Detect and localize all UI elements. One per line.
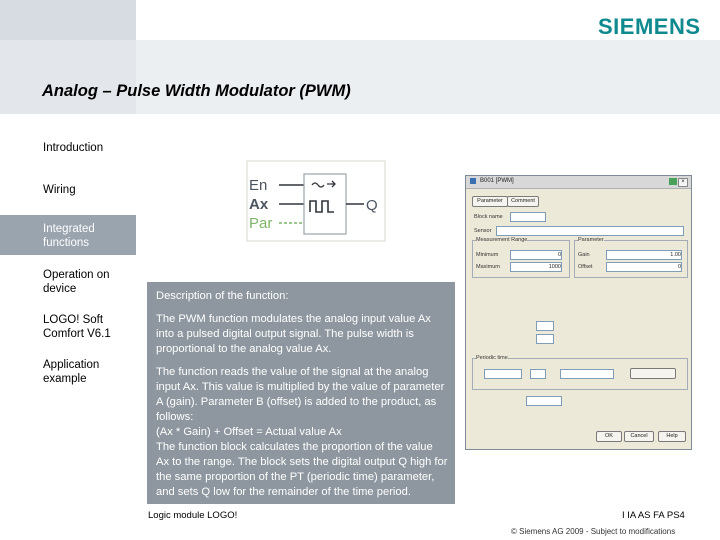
sidebar-item-introduction[interactable]	[0, 141, 136, 155]
time-base-select[interactable]	[560, 369, 614, 379]
title-band	[0, 40, 720, 114]
tab-parameter[interactable]: Parameter	[472, 196, 508, 207]
minimize-icon[interactable]	[669, 178, 677, 185]
sidebar-item-label: Introduction	[43, 142, 104, 154]
description-para2: The function reads the value of the signal at the analog input Ax. This value is multiplied by the value of parameter A (gain). Parameter B (offset) is added to the product, as follows:	[156, 366, 445, 423]
footer-copyright: © Siemens AG 2009 - Subject to modifications	[511, 527, 676, 536]
block-name-label: Block name	[474, 214, 503, 220]
ok-button[interactable]: OK	[596, 431, 622, 442]
output-q-label: Q	[366, 197, 378, 214]
description-formula: (Ax * Gain) + Offset = Actual value Ax	[156, 426, 342, 438]
input-en-label: En	[249, 177, 268, 194]
offset-label: Offset	[578, 264, 593, 270]
maximum-label: Maximum	[476, 264, 500, 270]
description-panel	[147, 282, 455, 504]
help-button[interactable]: Help	[658, 431, 686, 442]
footer-code: I IA AS FA PS4	[622, 510, 685, 521]
dialog-title: B001 [PWM]	[480, 178, 514, 184]
pwm-block-diagram	[246, 160, 386, 242]
sidebar-item-wiring[interactable]	[0, 183, 136, 197]
pwm-parameter-dialog	[465, 175, 692, 450]
decimal-field[interactable]	[526, 396, 562, 406]
footer-left-text: Logic module LOGO!	[148, 510, 238, 521]
sidebar-item-label: Application example	[43, 359, 100, 385]
time-unit-field[interactable]	[530, 369, 546, 379]
minimum-field[interactable]: 0	[510, 250, 562, 260]
reference-button[interactable]	[630, 368, 676, 379]
block-name-field[interactable]	[510, 212, 546, 222]
description-para1: The PWM function modulates the analog input value Ax into a pulsed digital output signal. The pulse width is proportional to the analog value Ax.	[156, 313, 431, 355]
offset-field[interactable]: 0	[606, 262, 682, 272]
periodic-time-field[interactable]	[484, 369, 522, 379]
app-icon	[470, 178, 476, 184]
upper-limit-field[interactable]	[536, 334, 554, 344]
cancel-button[interactable]: Cancel	[624, 431, 654, 442]
sensor-select[interactable]	[496, 226, 684, 236]
gain-field[interactable]: 1.00	[606, 250, 682, 260]
sidebar-item-label: Integrated functions	[43, 223, 95, 249]
page-title: Analog – Pulse Width Modulator (PWM)	[42, 82, 351, 100]
measurement-range-label: Measurement Range	[476, 237, 528, 243]
tab-comment[interactable]: Comment	[507, 196, 539, 207]
input-par-label: Par	[249, 215, 273, 232]
parameter-label: Parameter	[578, 237, 604, 243]
sidebar-item-operation-on-device[interactable]	[0, 268, 136, 298]
siemens-logo: SIEMENS	[598, 14, 701, 39]
sensor-label: Sensor	[474, 228, 492, 234]
sidebar-item-integrated-functions[interactable]	[0, 215, 136, 255]
sidebar-item-logo-soft-comfort[interactable]	[0, 313, 136, 343]
sidebar-item-label: LOGO! Soft Comfort V6.1	[43, 314, 111, 340]
minimum-label: Minimum	[476, 252, 499, 258]
periodic-time-label: Periodic time	[476, 355, 508, 361]
dialog-titlebar	[466, 176, 691, 189]
input-ax-label: Ax	[249, 196, 269, 213]
maximum-field[interactable]: 1000	[510, 262, 562, 272]
sidebar-item-application-example[interactable]	[0, 358, 136, 388]
lower-limit-field[interactable]	[536, 321, 554, 331]
sidebar-item-label: Operation on device	[43, 269, 110, 295]
description-heading: Description of the function:	[156, 290, 289, 302]
gain-label: Gain	[578, 252, 590, 258]
sidebar-top-band	[0, 0, 136, 40]
close-icon[interactable]: ×	[678, 178, 688, 187]
description-para3: The function block calculates the proportion of the value Ax to the range. The block sets the digital output Q high for the same proportion of the PT (periodic time) parameter, and sets Q low for the remainder of the time period.	[156, 441, 448, 498]
sidebar-item-label: Wiring	[43, 184, 76, 196]
